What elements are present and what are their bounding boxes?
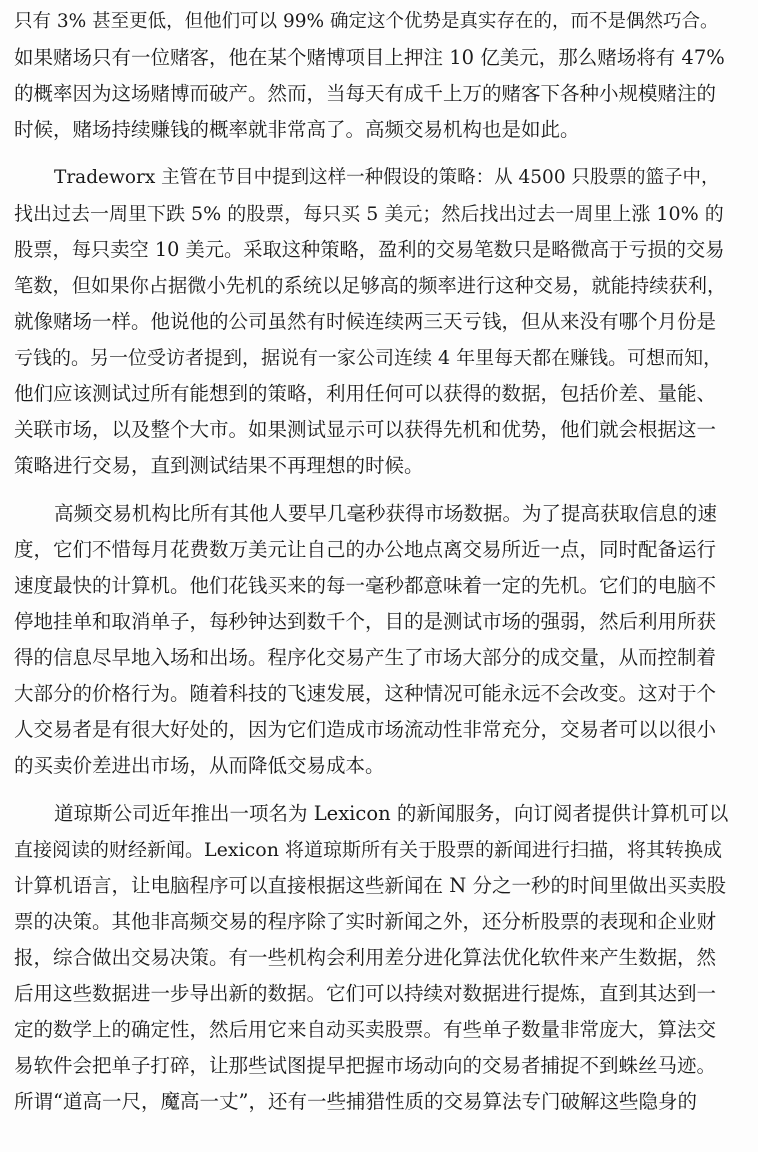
text-line: 度，它们不惜每月花费数万美元让自己的办公地点离交易所近一点，同时配备运行 — [14, 538, 717, 561]
text-line: 停地挂单和取消单子，每秒钟达到数千个，目的是测试市场的强弱，然后利用所获 — [14, 610, 717, 633]
text-line: 后用这些数据进一步导出新的数据。它们可以持续对数据进行提炼，直到其达到一 — [14, 982, 717, 1005]
text-line: 高频交易机构比所有其他人要早几毫秒获得市场数据。为了提高获取信息的速 — [54, 502, 718, 525]
text-line: 时候，赌场持续赚钱的概率就非常高了。高频交易机构也是如此。 — [14, 118, 580, 141]
text-line: Tradeworx 主管在节目中提到这样一种假设的策略：从 4500 只股票的篮子中， — [54, 167, 720, 188]
text-line: 的买卖价差进出市场，从而降低交易成本。 — [14, 754, 385, 777]
text-line: 所谓“道高一尺，魔高一丈”，还有一些捕猎性质的交易算法专门破解这些隐身的 — [14, 1090, 697, 1113]
paragraph-lexicon — [14, 796, 752, 1120]
text-line: 票的决策。其他非高频交易的程序除了实时新闻之外，还分析股票的表现和企业财 — [14, 910, 717, 933]
text-line: 报，综合做出交易决策。有一些机构会利用差分进化算法优化软件来产生数据，然 — [14, 946, 717, 969]
text-line: 计算机语言，让电脑程序可以直接根据这些新闻在 N 分之一秒的时间里做出买卖股 — [14, 874, 726, 897]
text-line: 找出过去一周里下跌 5% 的股票，每只买 5 美元；然后找出过去一周里上涨 10% 的 — [14, 203, 724, 225]
paragraph-high-frequency — [14, 496, 752, 784]
text-line: 大部分的价格行为。随着科技的飞速发展，这种情况可能永远不会改变。这对于个 — [14, 682, 717, 705]
text-line: 速度最快的计算机。他们花钱买来的每一毫秒都意味着一定的先机。它们的电脑不 — [14, 574, 717, 597]
text-line: 笔数，但如果你占据微小先机的系统以足够高的频率进行这种交易，就能持续获利， — [14, 274, 727, 297]
text-line: 的概率因为这场赌博而破产。然而，当每天有成千上万的赌客下各种小规模赌注的 — [14, 82, 717, 105]
text-line: 股票，每只卖空 10 美元。采取这种策略，盈利的交易笔数只是略微高于亏损的交易 — [14, 238, 725, 261]
text-line: 策略进行交易，直到测试结果不再理想的时候。 — [14, 454, 424, 477]
paragraph-tradeworx — [14, 160, 752, 484]
text-line: 关联市场，以及整个大市。如果测试显示可以获得先机和优势，他们就会根据这一 — [14, 418, 717, 441]
text-line: 直接阅读的财经新闻。Lexicon 将道琼斯所有关于股票的新闻进行扫描，将其转换成 — [14, 839, 723, 861]
text-line: 道琼斯公司近年推出一项名为 Lexicon 的新闻服务，向订阅者提供计算机可以 — [54, 802, 729, 825]
text-line: 亏钱的。另一位受访者提到，据说有一家公司连续 4 年里每天都在赚钱。可想而知， — [14, 347, 723, 369]
text-line: 就像赌场一样。他说他的公司虽然有时候连续两三天亏钱，但从来没有哪个月份是 — [14, 310, 717, 333]
text-line: 得的信息尽早地入场和出场。程序化交易产生了市场大部分的成交量，从而控制着 — [14, 646, 717, 669]
text-line: 他们应该测试过所有能想到的策略，利用任何可以获得的数据，包括价差、量能、 — [14, 382, 717, 405]
body-text — [14, 0, 752, 1120]
text-line: 人交易者是有很大好处的，因为它们造成市场流动性非常充分，交易者可以以很小 — [14, 718, 717, 741]
text-line: 定的数学上的确定性，然后用它来自动买卖股票。有些单子数量非常庞大，算法交 — [14, 1018, 717, 1041]
text-line: 只有 3% 甚至更低，但他们可以 99% 确定这个优势是真实存在的，而不是偶然巧合。 — [14, 11, 719, 32]
text-line: 如果赌场只有一位赌客，他在某个赌博项目上押注 10 亿美元，那么赌场将有 47% — [14, 46, 725, 69]
paragraph-casino-analogy — [14, 4, 752, 148]
text-line: 易软件会把单子打碎，让那些试图提早把握市场动向的交易者捕捉不到蛛丝马迹。 — [14, 1054, 717, 1077]
